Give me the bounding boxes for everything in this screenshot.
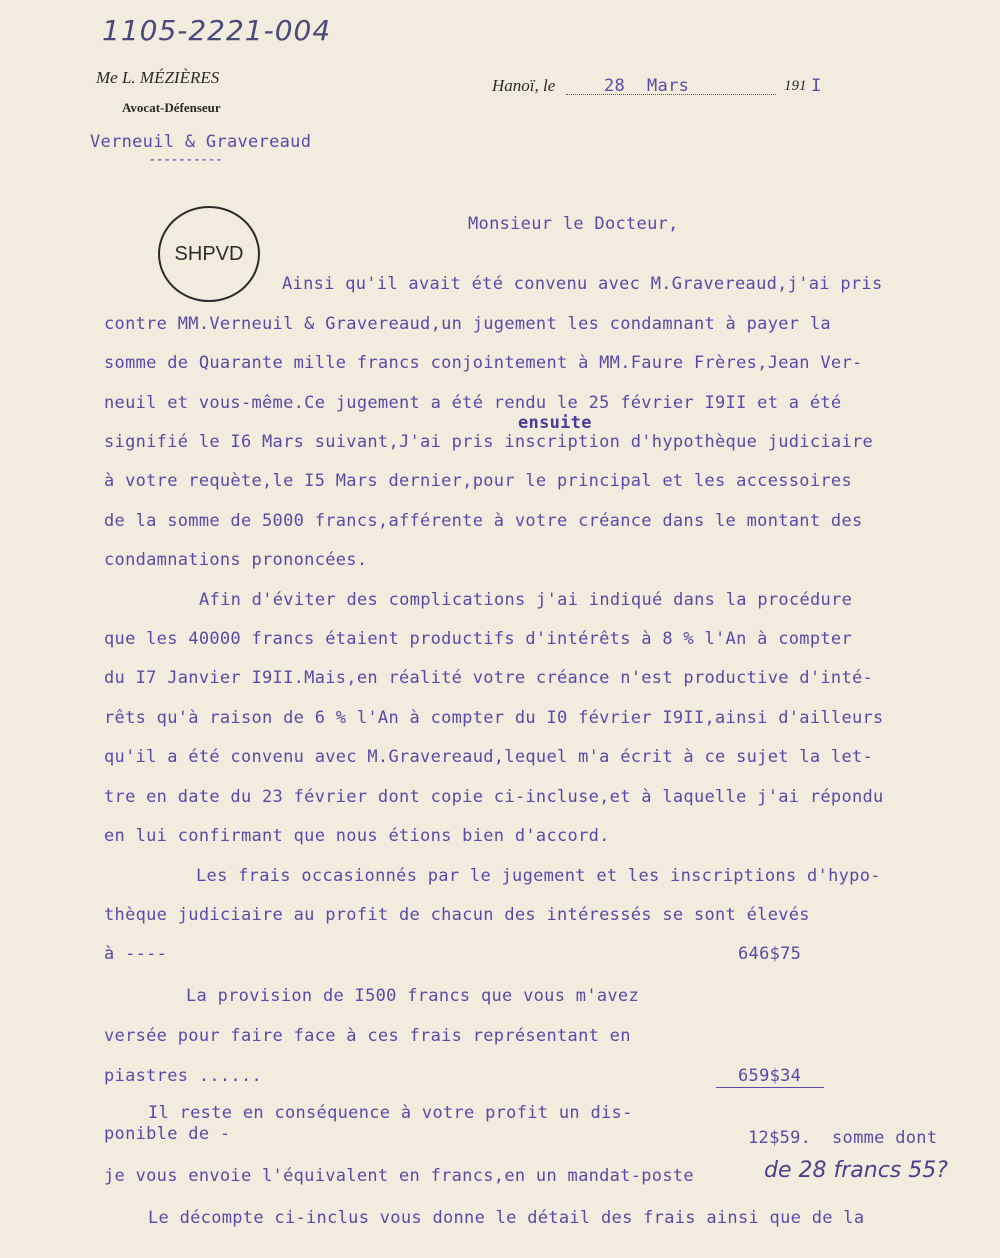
letterhead-rule: ---------- [148,152,223,168]
amount-provision: 659$34 [738,1066,802,1086]
text-line-10: que les 40000 francs étaient productifs d'intérêts à 8 % l'An à compter [104,629,852,649]
text-line-6: à votre requète,le I5 Mars dernier,pour le principal et les accessoires [104,471,852,491]
text-line-4: neuil et vous-même.Ce jugement a été rendu le 25 février I9II et a été [104,393,842,413]
text-line-5: signifié le I6 Mars suivant,J'ai pris inscription d'hypothèque judiciaire [104,432,874,452]
handwritten-addition: de 28 francs 55? [764,1158,948,1183]
insertion-ensuite: ensuite [518,413,592,433]
text-line-24: somme dont [832,1128,938,1148]
text-line-19: La provision de I500 francs que vous m'avez [186,986,639,1006]
text-line-7: de la somme de 5000 francs,afférente à votre créance dans le montant des [104,511,863,531]
text-line-20: versée pour faire face à ces frais représentant en [104,1026,631,1046]
dateline-place: Hanoï, le [492,76,556,95]
stamp-text: SHPVD [174,242,244,265]
text-line-9: Afin d'éviter des complications j'ai indiqué dans la procédure [199,590,853,610]
text-line-21: piastres ...... [104,1066,263,1086]
text-line-25: je vous envoie l'équivalent en francs,en un mandat-poste [104,1166,694,1186]
text-line-26: Le décompte ci-inclus vous donne le détail des frais ainsi que de la [148,1208,865,1228]
text-line-12: rêts qu'à raison de 6 % l'An à compter du I0 février I9II,ainsi d'ailleurs [104,708,884,728]
dateline-year-digit: I [811,76,822,96]
amount-disponible: 12$59. [748,1128,812,1148]
text-line-14: tre en date du 23 février dont copie ci-incluse,et à laquelle j'ai répondu [104,787,884,807]
letterhead-firm: Verneuil & Gravereaud [90,132,312,152]
dateline-month: Mars [647,76,690,96]
letterhead-title: Avocat-Défenseur [122,100,221,115]
letterhead-name: Me L. MÉZIÈRES [96,68,220,87]
text-line-3: somme de Quarante mille francs conjointement à MM.Faure Frères,Jean Ver- [104,353,863,373]
archive-reference: 1105-2221-004 [102,14,332,47]
text-line-13: qu'il a été convenu avec M.Gravereaud,lequel m'a écrit à ce sujet la let- [104,747,874,767]
text-line-8: condamnations prononcées. [104,550,368,570]
text-line-17: thèque judiciaire au profit de chacun des intéressés se sont élevés [104,905,810,925]
provision-underline [716,1087,824,1088]
salutation: Monsieur le Docteur, [468,214,679,234]
text-line-18: à ---- [104,944,168,964]
text-line-16: Les frais occasionnés par le jugement et les inscriptions d'hypo- [196,866,881,886]
dateline-year: 191 [784,78,807,94]
text-line-23: ponible de - [104,1124,231,1144]
text-line-1: Ainsi qu'il avait été convenu avec M.Gravereaud,j'ai pris [282,274,883,294]
amount-frais: 646$75 [738,944,802,964]
text-line-2: contre MM.Verneuil & Gravereaud,un jugement les condamnant à payer la [104,314,831,334]
dateline-day: 28 [604,76,626,96]
shpvd-stamp [158,206,260,302]
text-line-11: du I7 Janvier I9II.Mais,en réalité votre créance n'est productive d'inté- [104,668,874,688]
text-line-22: Il reste en conséquence à votre profit un dis- [148,1103,633,1123]
text-line-15: en lui confirmant que nous étions bien d'accord. [104,826,610,846]
